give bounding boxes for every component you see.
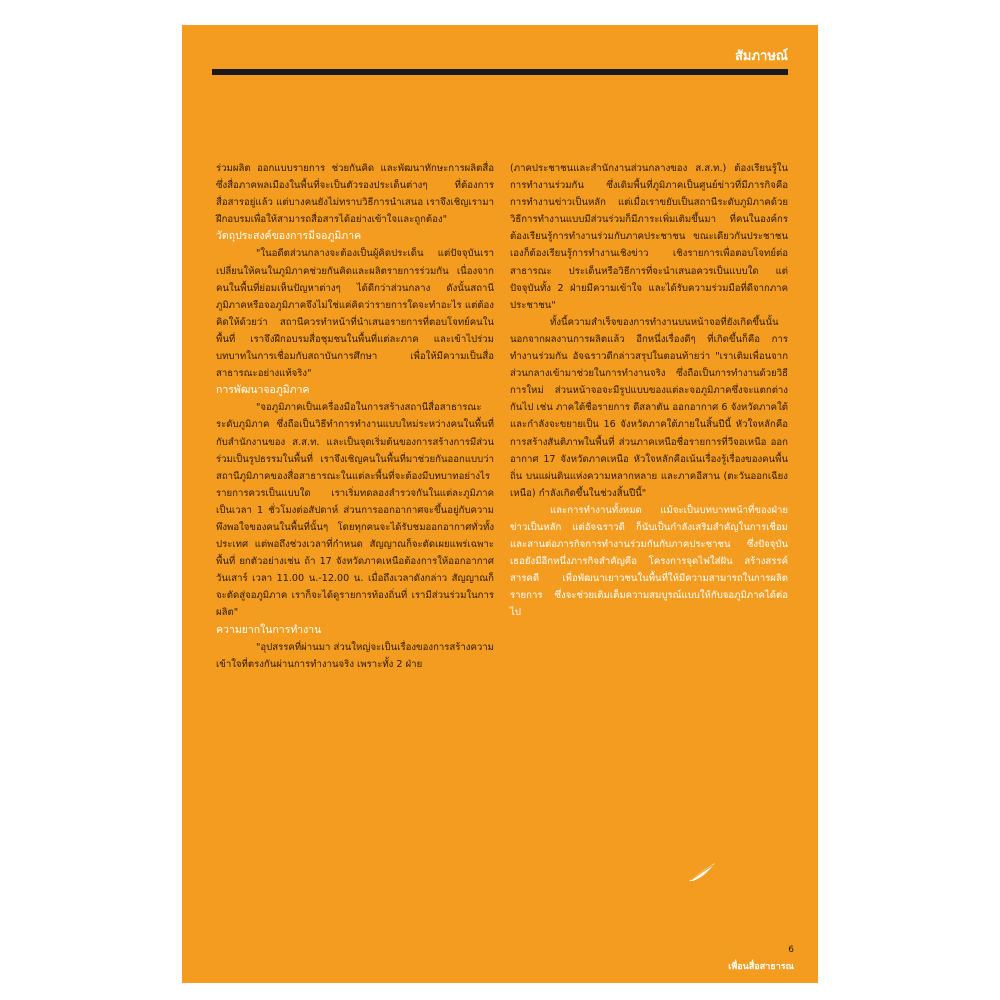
left-paragraph-2: "ในอดีตส่วนกลางจะต้องเป็นผู้คิดประเด็น แต่ปัจจุบันเราเปลี่ยนให้คนในภูมิภาคช่วยกันคิดและผลิตรายการร่วมกัน เนื่องจากคนในพื้นที่ย่อมเห็นปัญหาต่างๆ ได้ดีกว่าส่วนกลาง ดังนั้นสถานีภูมิภาคหรือจอภูมิภาคจึงไม่ใช่แค่คิดว่ารายการใดจะทำอะไร แต่ต้องคิดให้ด้วยว่า สถานีควรทำหน้าที่นำเสนอรายการที่ตอบโจทย์คนในพื้นที่ เราจึงฝึกอบรมสื่อชุมชนในพื้นที่แต่ละภาค และเข้าไปร่วมบทบาทในการเชื่อมกับสถาบันการศึกษา เพื่อให้มีความเป็นสื่อสาธารณะอย่างแท้จริง" [216,248,494,380]
left-paragraph-1: ร่วมผลิต ออกแบบรายการ ช่วยกันคิด และพัฒนาทักษะการผลิตสื่อ ซึ่งสื่อภาคพลเมืองในพื้นที่จะเป็นตัวรองประเด็นต่างๆ ที่ต้องการสื่อสารอยู่แล้ว แต่บางคนยังไม่ทราบวิธีการนำเสนอ เราจึงเชิญเรามาฝึกอบรมเพื่อให้สามารถสื่อสารได้อย่างเข้าใจและถูกต้อง" [216,163,494,226]
right-column [510,160,788,622]
left-paragraph-4: "อุปสรรคที่ผ่านมา ส่วนใหญ่จะเป็นเรื่องของการสร้างความเข้าใจที่ตรงกันผ่านการทำงานจริง เพราะทั้ง 2 ฝ่าย [216,641,495,670]
heading-objectives: วัตถุประสงค์ของการมีจอภูมิภาค [216,230,362,243]
left-column [216,160,494,673]
heading-development: การพัฒนาจอภูมิภาค [216,384,310,397]
right-paragraph-3: และการทำงานทั้งหมด แม้จะเป็นบทบาทหน้าที่ของฝ่ายข่าวเป็นหลัก แต่อัจฉราวดี ก็นับเป็นกำลังเสริมสำคัญในการเชื่อมและสานต่อภารกิจการทำงานร่วมกันกับภาคประชาชน ซึ่งปัจจุบันเธอยังมีอีกหนึ่งภารกิจสำคัญคือ โครงการจุดไฟใส่ฝัน สร้างสรรค์สารคดี เพื่อพัฒนาเยาวชนในพื้นที่ให้มีความสามารถในการผลิตรายการ ซึ่งจะช่วยเติมเต็มความสมบูรณ์แบบให้กับจอภูมิภาคได้ต่อไป [510,504,788,619]
page-number: 6 [788,945,794,955]
footer-magazine-title: เพื่อนสื่อสาธารณ [728,962,794,972]
magazine-page [182,25,818,983]
feather-quill-icon [687,861,717,883]
left-paragraph-3: "จอภูมิภาคเป็นเครื่องมือในการสร้างสถานีสื่อสาธารณะระดับภูมิภาค ซึ่งถือเป็นวิธีทำการทำงานแบบใหม่ระหว่างคนในพื้นที่กับสำนักงานของ ส.ส.ท. และเป็นจุดเริ่มต้นของการสร้างการมีส่วนร่วมเป็นรูปธรรมในพื้นที่ เราจึงเชิญคนในพื้นที่มาช่วยกันออกแบบว่า สถานีภูมิภาคของสื่อสาธารณะในแต่ละพื้นที่จะต้องมีบทบาทอย่างไร รายการควรเป็นแบบใด เราเริ่มทดลองสำรวจกันในแต่ละภูมิภาค เป็นเวลา 1 ชั่วโมงต่อสัปดาห์ ส่วนการออกอากาศจะขึ้นอยู่กับความพึงพอใจของคนในพื้นที่นั้นๆ โดยทุกคนจะได้รับชมออกอากาศทั่วทั้งประเทศ แต่พอถึงช่วงเวลาที่กำหนด สัญญาณก็จะตัดเผยแพร่เฉพาะพื้นที่ ยกตัวอย่างเช่น ถ้า 17 จังหวัดภาคเหนือต้องการให้ออกอากาศวันเสาร์ เวลา 11.00 น.-12.00 น. เมื่อถึงเวลาดังกล่าว สัญญาณก็จะตัดสู่จอภูมิภาค เราก็จะได้ดูรายการท้องถิ่นที่ เรามีส่วนร่วมในการผลิต" [216,402,494,619]
heading-difficulty: ความยากในการทำงาน [216,623,322,636]
header-rule [212,69,788,75]
right-paragraph-2: ทั้งนี้ความสำเร็จของการทำงานบนหน้าจอที่ยังเกิดขึ้นนั้น นอกจากผลงานการผลิตแล้ว อีกหนึ่งเรื่องดีๆ ที่เกิดขึ้นก็คือ การทำงานร่วมกัน อัจฉราวดีกล่าวสรุปในตอนท้ายว่า "เราเติมเพื่อนจากส่วนกลางเข้ามาช่วยในการทำงานจริง ซึ่งถือเป็นการทำงานด้วยวิธีการใหม่ ส่วนหน้าจอจะมีรูปแบบของแต่ละจอภูมิภาคซึ่งจะแตกต่างกันไป เช่น ภาคใต้ชื่อรายการ ดีสลาตัน ออกอากาศ 6 จังหวัดภาคใต้ และกำลังจะขยายเป็น 16 จังหวัดภาคใต้ภายในสิ้นปีนี้ หัวใจหลักคือการสร้างสันติภาพในพื้นที่ ส่วนภาคเหนือชื่อรายการที่วีจอเหนือ ออกอากาศ 17 จังหวัดภาคเหนือ หัวใจหลักคือเน้นเรื่องรู้เรื่องของคนพื้นถิ่น บนแผ่นดินแห่งความหลากหลาย และภาคอีสาน (ตะวันออกเฉียงเหนือ) กำลังเกิดขึ้นในช่วงสิ้นปีนี้" [510,316,788,499]
right-paragraph-1: (ภาคประชาชนและสำนักงานส่วนกลางของ ส.ส.ท.) ต้องเรียนรู้ในการทำงานร่วมกัน ซึ่งเดิมพื้นที่ภูมิภาคเป็นศูนย์ข่าวที่มีภารกิจคือ การทำงานข่าวเป็นหลัก แต่เมื่อเราขยับเป็นสถานีระดับภูมิภาคด้วยวิธีการทำงานแบบมีส่วนร่วมก็มีภาระเพิ่มเติมขึ้นมา ที่คนในองค์กรต้องเรียนรู้การทำงานร่วมกับภาคประชาชน ขณะเดียวกันประชาชนเองก็ต้องเรียนรู้การทำงานเชิงข่าว เชิงรายการเพื่อตอบโจทย์ต่อสาธารณะ ประเด็นหรือวิธีการที่จะนำเสนอควรเป็นแบบใด แต่ปัจจุบันทั้ง 2 ฝ่ายมีความเข้าใจ และได้รับความร่วมมือที่ดีจากภาคประชาชน" [510,163,788,311]
section-label: สัมภาษณ์ [734,49,788,64]
